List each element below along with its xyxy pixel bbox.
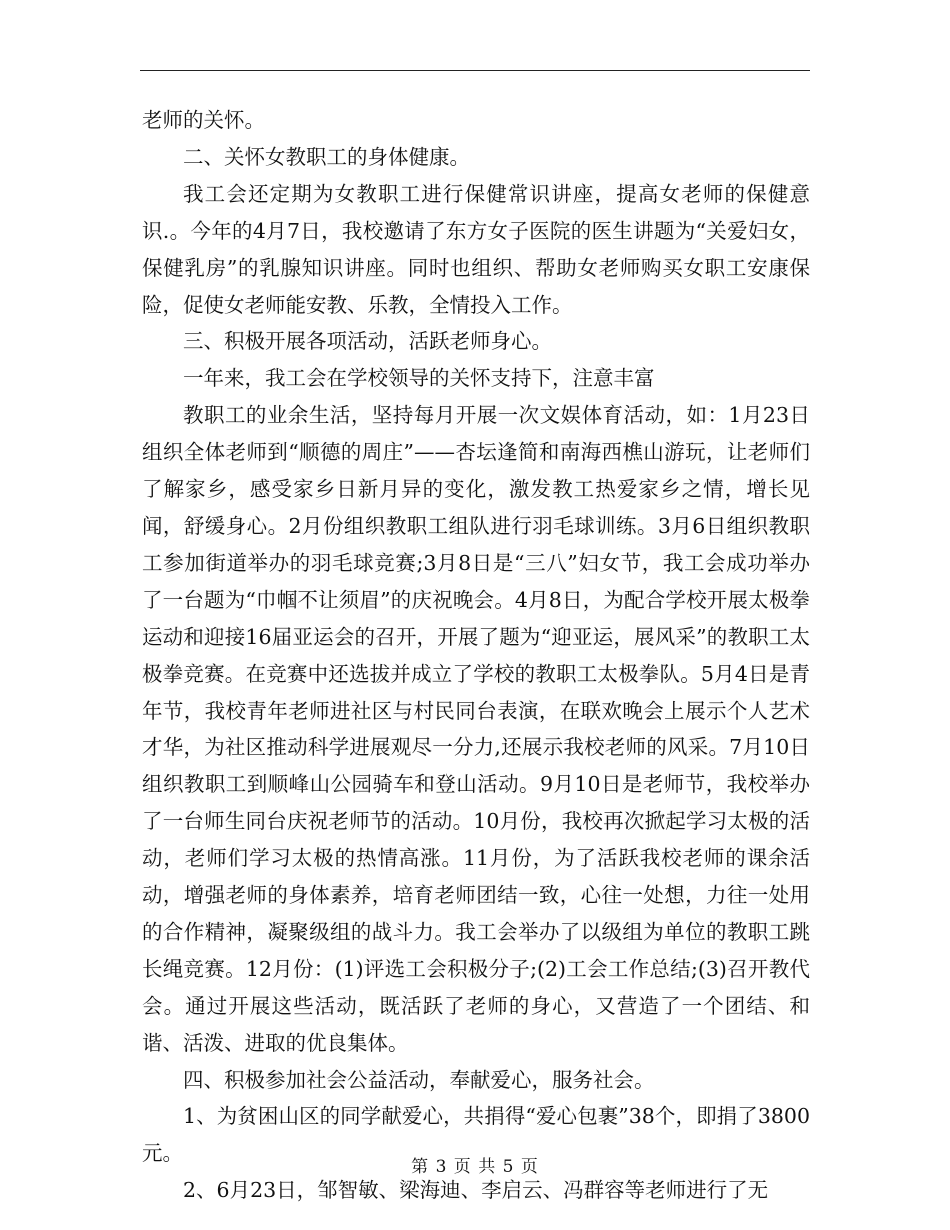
paragraph: 老师的关怀。 — [142, 108, 265, 132]
body-text — [142, 102, 810, 1209]
section-heading: 四、积极参加社会公益活动，奉献爱心，服务社会。 — [183, 1067, 655, 1092]
list-item: 1、为贫困山区的同学献爱心，共捐得“爱心包裹”38个，即捐了3800元。 — [142, 1104, 810, 1166]
section-heading: 三、积极开展各项活动，活跃老师身心。 — [183, 329, 552, 354]
paragraph: 一年来，我工会在学校领导的关怀支持下，注意丰富 — [183, 366, 655, 391]
paragraph: 教职工的业余生活，坚持每月开展一次文娱体育活动，如：1月23日组织全体老师到“顺德的周庄”——杏坛逢简和南海西樵山游玩，让老师们了解家乡，感受家乡日新月异的变化，激发教工热爱家乡之情，增长见闻，舒缓身心。2月份组织教职工组队进行羽毛球训练。3月6日组织教职工参加街道举办的羽毛球竞赛;3月8日是“三八”妇女节，我工会成功举办了一台题为“巾帼不让须眉”的庆祝晚会。4月8日，为配合学校开展太极拳运动和迎接16届亚运会的召开，开展了题为“迎亚运，展风采”的教职工太极拳竞赛。在竞赛中还选拔并成立了学校的教职工太极拳队。5月4日是青年节，我校青年老师进社区与村民同台表演，在联欢晚会上展示个人艺术才华，为社区推动科学进展观尽一分力,还展示我校老师的风采。7月10日组织教职工到顺峰山公园骑车和登山活动。9月10日是老师节，我校举办了一台师生同台庆祝老师节的活动。10月份，我校再次掀起学习太极的活动，老师们学习太极的热情高涨。11月份，为了活跃我校老师的课余活动，增强老师的身体素养，培育老师团结一致，心往一处想，力往一处用的合作精神，凝聚级组的战斗力。我工会举办了以级组为单位的教职工跳长绳竞赛。12月份：(1)评选工会积极分子;(2)工会工作总结;(3)召开教代会。通过开展这些活动，既活跃了老师的身心，又营造了一个团结、和谐、活泼、进取的优良集体。 — [142, 403, 810, 1055]
page-number: 第 3 页 共 5 页 — [411, 1157, 539, 1177]
list-item: 2、6月23日，邹智敏、梁海迪、李启云、冯群容等老师进行了无 — [183, 1178, 769, 1203]
paragraph: 我工会还定期为女教职工进行保健常识讲座，提高女老师的保健意识.。今年的4月7日，我校邀请了东方女子医院的医生讲题为“关爱妇女，保健乳房”的乳腺知识讲座。同时也组织、帮助女老师购买女职工安康保险，促使女老师能安教、乐教，全情投入工作。 — [142, 181, 810, 317]
section-heading: 二、关怀女教职工的身体健康。 — [183, 144, 470, 169]
header-rule — [140, 70, 810, 71]
